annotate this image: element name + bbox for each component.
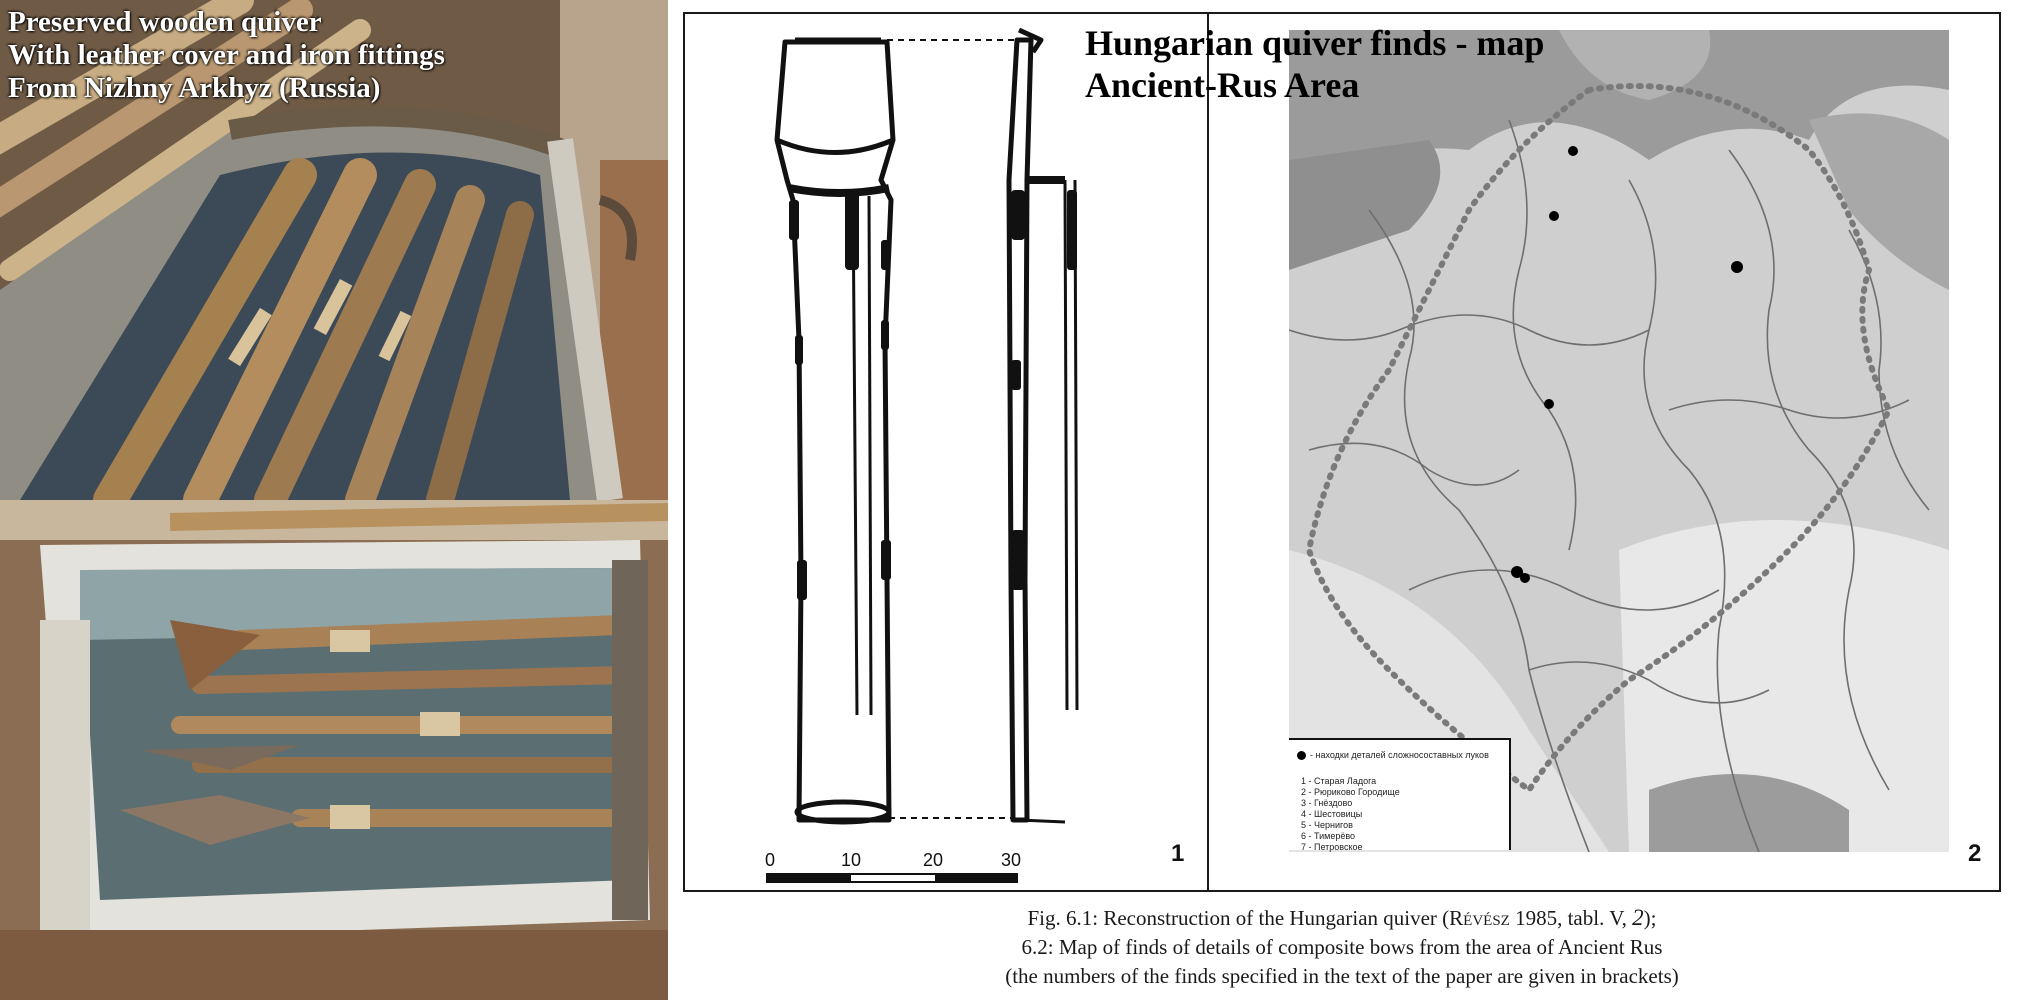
legend-key [1297, 750, 1489, 760]
scale-bar-graphic [765, 842, 1025, 892]
quiver-photo-bottom [0, 500, 668, 1000]
photo-caption-line-2: With leather cover and iron fittings [8, 39, 445, 71]
panel-number-2: 2 [1968, 840, 1982, 867]
scale-label-20: 20 [923, 850, 944, 870]
photo-caption [8, 6, 445, 105]
legend-item: 4 - Шестовицы [1301, 809, 1363, 819]
legend-item: 2 - Рюриково Городище [1301, 787, 1400, 797]
caption-line-1-start: Fig. 6.1: Reconstruction of the Hungarian quiver ( [1027, 906, 1450, 930]
caption-line-1-mid: 1985, tabl. V, [1509, 906, 1633, 930]
caption-line-3: (the numbers of the finds specified in the text of the paper are given in brackets) [1005, 964, 1679, 988]
map-title-line-2: Ancient-Rus Area [1085, 65, 1360, 105]
photo-caption-line-3: From Nizhny Arkhyz (Russia) [8, 72, 381, 104]
caption-figure-number: 2 [1632, 905, 1644, 930]
caption-author: Révész [1449, 906, 1510, 930]
photo-caption-line-1: Preserved wooden quiver [8, 6, 322, 38]
legend-list [1301, 776, 1400, 853]
legend-item: 6 - Тимерёво [1301, 831, 1356, 841]
find-marker-icon [1297, 751, 1306, 760]
scale-label-30: 30 [1001, 850, 1022, 870]
legend-item: 5 - Чернигов [1301, 820, 1353, 830]
quiver-reconstruction-drawing [765, 20, 1125, 830]
caption-line-1 [683, 903, 2001, 933]
legend-item: 7 - Петровское [1301, 842, 1363, 852]
map-title-line-1: Hungarian quiver finds - map [1085, 23, 1545, 63]
quiver-photo-top [0, 0, 668, 500]
legend-item: 1 - Старая Ладога [1301, 776, 1377, 786]
legend-key-text: - находки деталей сложносоставных луков [1310, 750, 1489, 760]
caption-line-2: 6.2: Map of finds of details of composite bows from the area of Ancient Rus [1021, 935, 1663, 959]
scale-label-0: 0 [765, 850, 776, 870]
legend-item: 3 - Гнёздово [1301, 798, 1353, 808]
map-legend [1289, 738, 1511, 850]
scale-label-10: 10 [841, 850, 862, 870]
panel-number-1: 1 [1171, 840, 1185, 867]
ancient-rus-map [1289, 30, 1949, 852]
scale-bar [765, 842, 1025, 897]
quiver-photo-bottom-image [0, 500, 668, 1000]
panel-divider [1207, 14, 1209, 890]
figure-caption [683, 903, 2001, 991]
map-title [1085, 22, 1544, 106]
caption-line-1-end: ); [1643, 906, 1657, 930]
figure-panel [683, 12, 2001, 892]
